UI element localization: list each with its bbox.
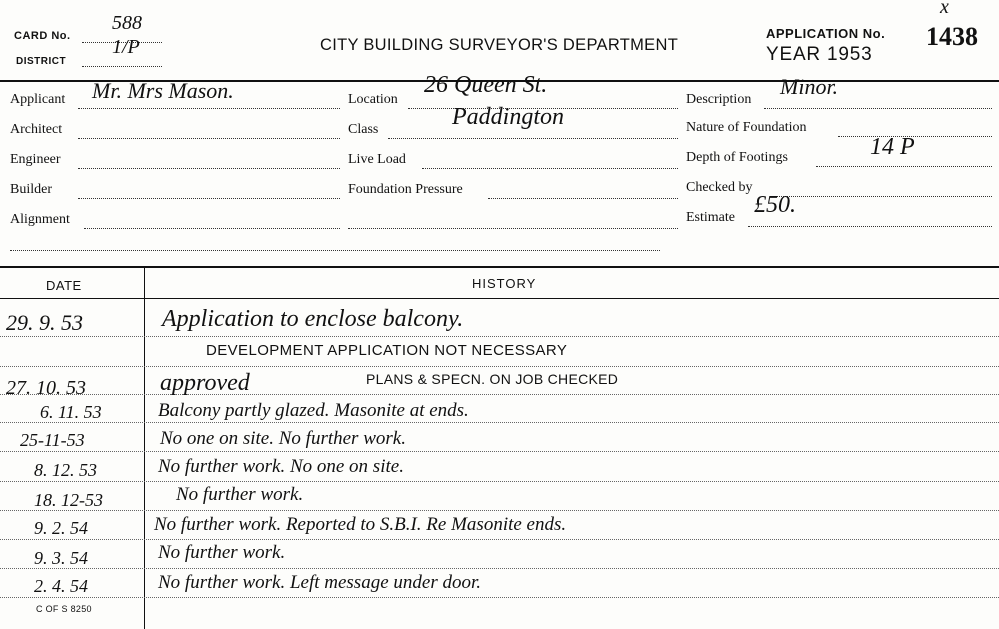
nature-of-foundation-line [838,136,992,137]
history-header-rule [0,298,999,299]
department-title: CITY BUILDING SURVEYOR'S DEPARTMENT [320,36,679,54]
district-label: DISTRICT [16,56,67,67]
history-header: HISTORY [472,276,537,291]
ruled-line [0,539,999,540]
foundation-pressure-label: Foundation Pressure [348,182,463,197]
history-text: No further work. [158,542,286,563]
history-date: 18. 12-53 [34,490,103,510]
description-line [764,108,992,109]
location-value-line1: 26 Queen St. [424,72,548,98]
description-label: Description [686,92,752,107]
history-text: approved [160,370,250,396]
engineer-line [78,168,340,169]
history-text: No one on site. No further work. [160,428,406,449]
history-date: 25-11-53 [20,430,85,450]
estimate-value: £50. [754,192,796,218]
history-date: 29. 9. 53 [6,310,83,335]
date-header: DATE [46,278,82,293]
applicant-value: Mr. Mrs Mason. [92,78,234,103]
foundation-pressure-line [488,198,678,199]
architect-line [78,138,340,139]
ruled-line [0,451,999,452]
class-label: Class [348,122,379,137]
history-date: 2. 4. 54 [34,576,88,596]
history-text: No further work. [176,484,304,505]
nature-of-foundation-label: Nature of Foundation [686,120,807,135]
class-line [388,138,678,139]
year-label: YEAR 1953 [766,44,873,65]
live-load-line [422,168,678,169]
history-text: Balcony partly glazed. Masonite at ends. [158,400,469,421]
estimate-label: Estimate [686,210,735,225]
history-text: No further work. Reported to S.B.I. Re Masonite ends. [154,514,567,535]
history-date: 6. 11. 53 [40,402,102,422]
depth-of-footings-label: Depth of Footings [686,150,788,165]
depth-of-footings-line [816,166,992,167]
ruled-line [0,568,999,569]
checked-by-label: Checked by [686,180,753,195]
ruled-line [0,597,999,598]
architect-label: Architect [10,122,63,137]
application-no-value: 1438 [926,22,978,51]
corner-mark: x [940,0,949,18]
left-blank-line [10,250,660,251]
history-date: 8. 12. 53 [34,460,97,480]
application-no-label: APPLICATION No. [766,26,886,41]
applicant-line [78,108,340,109]
history-date: 9. 2. 54 [34,518,88,538]
history-top-rule [0,266,999,268]
form-code: C OF S 8250 [36,604,92,614]
applicant-label: Applicant [10,92,66,107]
card-no-value: 588 [112,12,142,34]
history-text: No further work. Left message under door. [158,572,481,593]
district-value: 1/P [112,36,140,58]
engineer-label: Engineer [10,152,61,167]
middle-blank-line [348,228,678,229]
history-date: 27. 10. 53 [6,377,86,399]
history-stamp: PLANS & SPECN. ON JOB CHECKED [366,371,619,387]
live-load-label: Live Load [348,152,406,167]
builder-label: Builder [10,182,52,197]
ruled-line [0,422,999,423]
ruled-line [0,394,999,395]
date-column-divider [144,266,145,629]
card-no-label: CARD No. [14,30,71,42]
history-text-stamp: DEVELOPMENT APPLICATION NOT NECESSARY [206,342,568,359]
district-line [82,66,162,67]
description-value: Minor. [780,74,839,99]
depth-of-footings-value: 14 P [870,134,915,160]
alignment-line [84,228,340,229]
history-date: 9. 3. 54 [34,548,88,568]
builder-line [78,198,340,199]
ruled-line [0,510,999,511]
ruled-line [0,336,999,337]
location-label: Location [348,92,398,107]
ruled-line [0,481,999,482]
history-text: No further work. No one on site. [158,456,404,477]
checked-by-line [770,196,992,197]
ruled-line [0,366,999,367]
alignment-label: Alignment [10,212,70,227]
estimate-line [748,226,992,227]
history-text: Application to enclose balcony. [162,306,464,332]
location-value-line2: Paddington [452,104,564,130]
